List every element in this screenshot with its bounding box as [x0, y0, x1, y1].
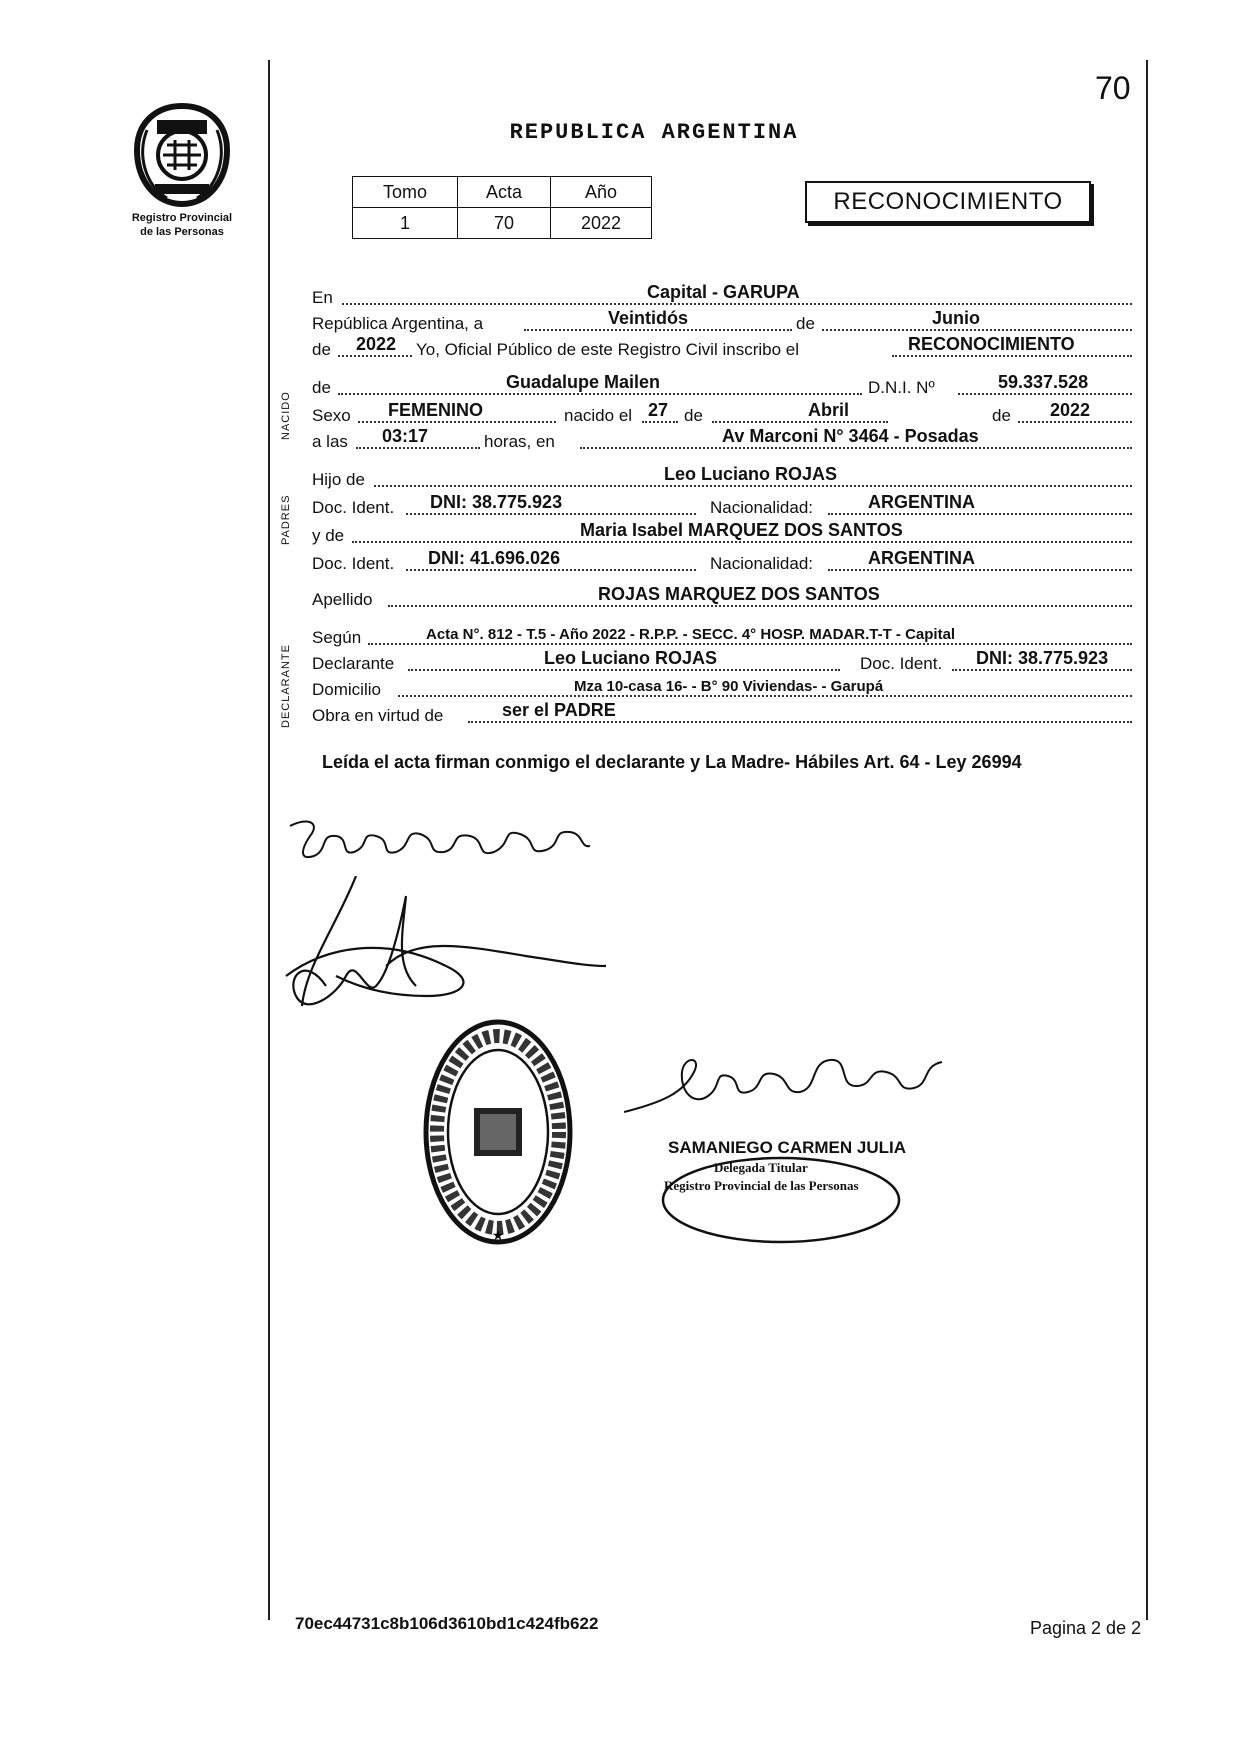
- label-hijo: Hijo de: [312, 470, 365, 489]
- side-label-nacido: NACIDO: [280, 391, 292, 440]
- label-doc2: Doc. Ident.: [312, 554, 395, 573]
- value-dia: Veintidós: [608, 308, 689, 328]
- logo-caption-line2: de las Personas: [140, 226, 224, 238]
- label-apellido: Apellido: [312, 590, 373, 609]
- label-declarante: Declarante: [312, 654, 395, 673]
- pagination: Pagina 2 de 2: [1030, 1618, 1142, 1638]
- dotted-line: [892, 355, 1132, 357]
- value-madre: Maria Isabel MARQUEZ DOS SANTOS: [580, 520, 903, 540]
- value-padre-doc: DNI: 38.775.923: [430, 492, 563, 512]
- label-de: de: [796, 314, 815, 333]
- label-de-mes: de: [684, 406, 703, 425]
- official-org: Registro Provincial de las Personas: [664, 1178, 859, 1193]
- label-horas-en: horas, en: [484, 432, 555, 451]
- dotted-line: [406, 513, 696, 515]
- dotted-line: [828, 513, 1132, 515]
- form-row-padre: [312, 466, 1132, 490]
- form-row-fecha: [312, 310, 1132, 334]
- form-row-sexo: [312, 402, 1132, 426]
- value-obra: ser el PADRE: [502, 700, 616, 720]
- record-type-box: RECONOCIMIENTO: [805, 181, 1091, 223]
- value-lugar: Capital - GARUPA: [647, 282, 800, 302]
- official-role: Delegada Titular: [714, 1160, 808, 1175]
- form-row-inscribo: [312, 336, 1132, 360]
- form-row-obra: [312, 702, 1132, 726]
- dotted-line: [828, 569, 1132, 571]
- form-row-apellido: [312, 586, 1132, 610]
- dotted-line: [822, 329, 1132, 331]
- dotted-line: [408, 669, 840, 671]
- left-margin-line: [268, 60, 270, 1620]
- table-cell-anio: 2022: [551, 208, 652, 239]
- table-header: Acta: [458, 177, 551, 208]
- table-header: Año: [551, 177, 652, 208]
- form-row-declarante: [312, 650, 1132, 674]
- label-a-las: a las: [312, 432, 348, 451]
- form-row-nombre: [312, 374, 1132, 398]
- value-padre-nac: ARGENTINA: [868, 492, 975, 512]
- official-stamp: [418, 1012, 578, 1252]
- value-declarante: Leo Luciano ROJAS: [544, 648, 718, 668]
- table-cell-tomo: 1: [353, 208, 458, 239]
- table-cell-acta: 70: [458, 208, 551, 239]
- value-hora: 03:17: [382, 426, 429, 446]
- dotted-line: [358, 421, 556, 423]
- document-title: REPUBLICA ARGENTINA: [509, 120, 799, 145]
- value-declarante-doc: DNI: 38.775.923: [976, 648, 1109, 668]
- right-margin-line: [1146, 60, 1148, 1620]
- form-row-padre-doc: [312, 494, 1132, 518]
- label-y-de: y de: [312, 526, 345, 545]
- dotted-line: [388, 605, 1132, 607]
- dotted-line: [952, 669, 1132, 671]
- value-domicilio: Mza 10-casa 16- - B° 90 Viviendas- - Garupá: [574, 678, 884, 695]
- value-sexo: FEMENINO: [388, 400, 484, 420]
- value-madre-doc: DNI: 41.696.026: [428, 548, 561, 568]
- provincial-seal-icon: [127, 100, 237, 210]
- svg-text:★: ★: [491, 1227, 505, 1243]
- closing-note: Leída el acta firman conmigo el declarante y La Madre- Hábiles Art. 64 - Ley 26994: [322, 752, 1022, 772]
- table-header: Tomo: [353, 177, 458, 208]
- register-table: [352, 176, 652, 239]
- logo-caption-line1: Registro Provincial: [131, 212, 233, 224]
- dotted-line: [406, 569, 696, 571]
- dotted-line: [524, 329, 792, 331]
- page-number: 70: [1095, 70, 1131, 106]
- dotted-line: [580, 447, 1132, 449]
- label-segun: Según: [312, 628, 362, 647]
- label-obra: Obra en virtud de: [312, 706, 444, 725]
- dotted-line: [712, 421, 888, 423]
- value-segun: Acta N°. 812 - T.5 - Año 2022 - R.P.P. - SECC. 4° HOSP. MADAR.T-T - Capital: [426, 626, 956, 643]
- label-doc: Doc. Ident.: [312, 498, 395, 517]
- form-row-domicilio: [312, 676, 1132, 700]
- label-en: En: [312, 288, 333, 307]
- dotted-line: [356, 447, 480, 449]
- value-dni: 59.337.528: [998, 372, 1089, 392]
- label-republica: República Argentina, a: [312, 314, 484, 333]
- side-label-padres: PADRES: [280, 494, 292, 545]
- label-doc3: Doc. Ident.: [860, 654, 943, 673]
- value-padre: Leo Luciano ROJAS: [664, 464, 838, 484]
- handwritten-signature-2: [266, 876, 606, 1026]
- value-nombre: Guadalupe Mailen: [506, 372, 661, 392]
- value-madre-nac: ARGENTINA: [868, 548, 975, 568]
- dotted-line: [958, 393, 1132, 395]
- dotted-line: [642, 421, 678, 423]
- dotted-line: [374, 485, 1132, 487]
- label-nacionalidad: Nacionalidad:: [710, 498, 814, 517]
- handwritten-signature-1: [280, 806, 600, 876]
- label-domicilio: Domicilio: [312, 680, 381, 699]
- dotted-line: [468, 721, 1132, 723]
- dotted-line: [1018, 421, 1132, 423]
- dotted-line: [398, 695, 1132, 697]
- label-dni: D.N.I. Nº: [868, 378, 935, 397]
- dotted-line: [352, 541, 1132, 543]
- label-nacido: nacido el: [564, 406, 633, 425]
- dotted-line: [342, 303, 1132, 305]
- label-oficial: Yo, Oficial Público de este Registro Civil inscribo el: [416, 340, 799, 359]
- value-lugar-nac: Av Marconi N° 3464 - Posadas: [722, 426, 979, 446]
- value-nac-anio: 2022: [1050, 400, 1091, 420]
- value-nac-mes: Abril: [808, 400, 850, 420]
- official-name: SAMANIEGO CARMEN JULIA: [668, 1138, 907, 1157]
- value-anio: 2022: [356, 334, 397, 354]
- handwritten-signature-3: [624, 1052, 954, 1122]
- dotted-line: [338, 355, 412, 357]
- side-label-declarante: DECLARANTE: [280, 644, 292, 728]
- value-nac-dia: 27: [648, 400, 669, 420]
- dotted-line: [368, 643, 1132, 645]
- dotted-line: [338, 393, 862, 395]
- value-apellido: ROJAS MARQUEZ DOS SANTOS: [598, 584, 880, 604]
- form-row-lugar: [312, 284, 1132, 308]
- label-de-anio: de: [312, 340, 331, 359]
- form-row-madre: [312, 522, 1132, 546]
- label-nacionalidad2: Nacionalidad:: [710, 554, 814, 573]
- value-mes: Junio: [932, 308, 980, 328]
- label-sexo: Sexo: [312, 406, 351, 425]
- form-row-madre-doc: [312, 550, 1132, 574]
- label-de-anio2: de: [992, 406, 1011, 425]
- form-row-segun: [312, 624, 1132, 648]
- label-de-nombre: de: [312, 378, 331, 397]
- document-hash: 70ec44731c8b106d3610bd1c424fb622: [295, 1614, 599, 1633]
- value-tipo: RECONOCIMIENTO: [908, 334, 1075, 354]
- form-row-hora: [312, 428, 1132, 452]
